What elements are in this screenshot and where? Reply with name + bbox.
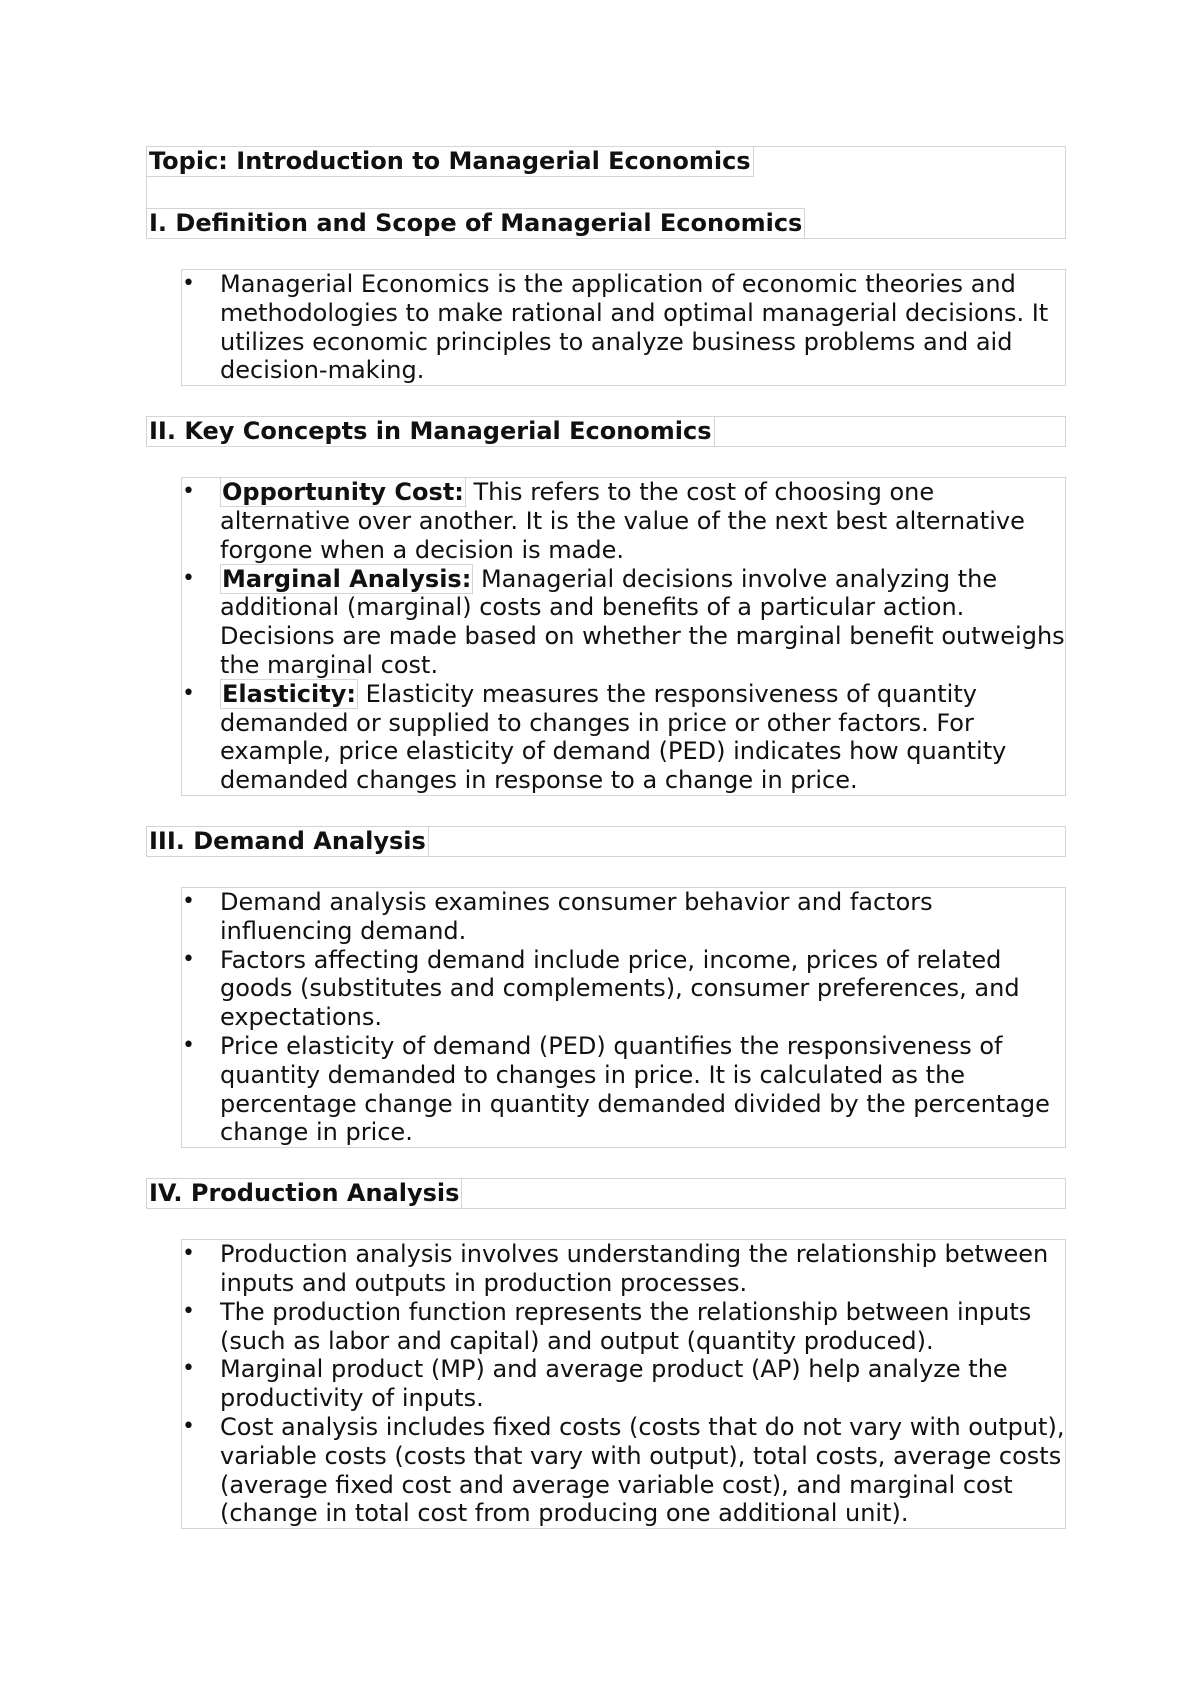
section-heading-3: III. Demand Analysis — [147, 827, 429, 856]
section-4-list — [181, 1239, 1066, 1529]
topic-title: Topic: Introduction to Managerial Economics — [147, 147, 754, 177]
section-heading-2: II. Key Concepts in Managerial Economics — [147, 417, 715, 446]
term-elasticity: Elasticity: — [222, 679, 356, 708]
list-item: • The production function represents the relationship between inputs (such as labor and capital) and output (quantity produced). — [182, 1298, 1065, 1356]
term-marginal-analysis: Marginal Analysis: — [222, 564, 472, 593]
section-heading-1: I. Definition and Scope of Managerial Economics — [147, 208, 805, 238]
list-item: • Demand analysis examines consumer behavior and factors influencing demand. — [182, 888, 1065, 946]
list-item: • Cost analysis includes fixed costs (costs that do not vary with output), variable costs (costs that vary with output), total costs, average costs (average fixed cost and average variable cost), and marginal cost (change in total cost from producing one additional unit). — [182, 1413, 1065, 1528]
section-4-header — [146, 1178, 1066, 1209]
list-item: • Factors affecting demand include price, income, prices of related goods (substitutes and complements), consumer preferences, and expectations. — [182, 946, 1065, 1032]
section-3-list — [181, 887, 1066, 1148]
list-item: • Opportunity Cost: This refers to the cost of choosing one alternative over another. It is the value of the next best alternative forgone when a decision is made. — [182, 478, 1065, 564]
list-item: • Marginal Analysis: Managerial decisions involve analyzing the additional (marginal) costs and benefits of a particular action. Decisions are made based on whether the marginal benefit outweighs the marginal cost. — [182, 565, 1065, 680]
list-item: • Elasticity: Elasticity measures the responsiveness of quantity demanded or supplied to changes in price or other factors. For example, price elasticity of demand (PED) indicates how quantity demanded changes in response to a change in price. — [182, 680, 1065, 795]
list-item: • Managerial Economics is the application of economic theories and methodologies to make rational and optimal managerial decisions. It utilizes economic principles to analyze business problems and aid decision-making. — [182, 270, 1065, 385]
document-page — [146, 146, 1066, 1529]
term-opportunity-cost: Opportunity Cost: — [222, 478, 464, 507]
section-2-list — [181, 477, 1066, 796]
section-2-header — [146, 416, 1066, 447]
list-item: • Marginal product (MP) and average product (AP) help analyze the productivity of inputs. — [182, 1355, 1065, 1413]
section-1-list — [181, 269, 1066, 386]
section-3-header — [146, 826, 1066, 857]
list-item: • Price elasticity of demand (PED) quantifies the responsiveness of quantity demanded to changes in price. It is calculated as the percentage change in quantity demanded divided by the percentage change in price. — [182, 1032, 1065, 1147]
section-heading-4: IV. Production Analysis — [147, 1179, 462, 1208]
topic-header-block — [146, 146, 1066, 239]
list-item: • Production analysis involves understanding the relationship between inputs and outputs in production processes. — [182, 1240, 1065, 1298]
